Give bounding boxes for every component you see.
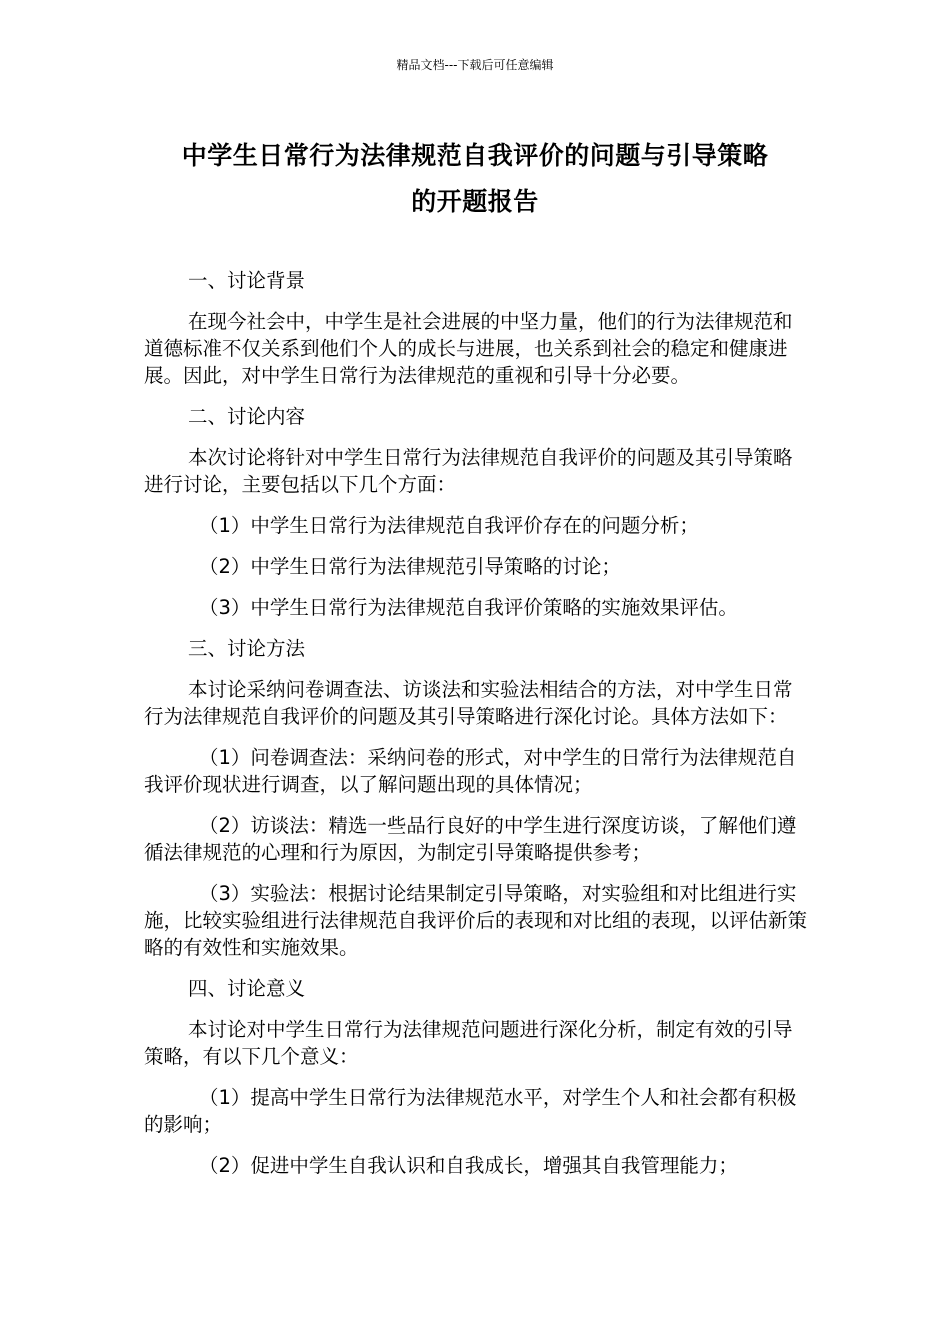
list-item: （2）访谈法：精选一些品行良好的中学生进行深度访谈，了解他们遵循法律规范的心理和行为原因，为制定引导策略提供参考； bbox=[144, 814, 797, 864]
paragraph-background: 在现今社会中，中学生是社会进展的中坚力量，他们的行为法律规范和道德标准不仅关系到他们个人的成长与进展，也关系到社会的稳定和健康进展。因此，对中学生日常行为法律规范的重视和引导十分必要。 bbox=[144, 310, 793, 387]
title-line-2: 的开题报告 bbox=[411, 187, 539, 216]
section-heading-content: 二、讨论内容 bbox=[188, 405, 306, 428]
section-heading-method: 三、讨论方法 bbox=[188, 637, 306, 660]
section-heading-significance: 四、讨论意义 bbox=[188, 977, 306, 1000]
list-item: （1）提高中学生日常行为法律规范水平，对学生个人和社会都有积极的影响； bbox=[144, 1086, 797, 1136]
list-item: （3）中学生日常行为法律规范自我评价策略的实施效果评估。 bbox=[199, 596, 738, 619]
document-body bbox=[144, 267, 808, 1193]
list-item: （1）中学生日常行为法律规范自我评价存在的问题分析； bbox=[199, 514, 699, 537]
list-item: （2）中学生日常行为法律规范引导策略的讨论； bbox=[199, 555, 621, 578]
paragraph-method: 本讨论采纳问卷调查法、访谈法和实验法相结合的方法，对中学生日常行为法律规范自我评价的问题及其引导策略进行深化讨论。具体方法如下： bbox=[144, 678, 793, 728]
title-line-1: 中学生日常行为法律规范自我评价的问题与引导策略 bbox=[181, 141, 769, 170]
paragraph-content: 本次讨论将针对中学生日常行为法律规范自我评价的问题及其引导策略进行讨论，主要包括以下几个方面： bbox=[144, 446, 793, 496]
list-item: （3）实验法：根据讨论结果制定引导策略，对实验组和对比组进行实施，比较实验组进行法律规范自我评价后的表现和对比组的表现，以评估新策略的有效性和实施效果。 bbox=[144, 882, 808, 959]
paragraph-significance: 本讨论对中学生日常行为法律规范问题进行深化分析，制定有效的引导策略，有以下几个意义： bbox=[144, 1018, 793, 1068]
page-header: 精品文档---下载后可任意编辑 bbox=[396, 58, 554, 72]
list-item: （2）促进中学生自我认识和自我成长，增强其自我管理能力； bbox=[199, 1154, 738, 1177]
section-heading-background: 一、讨论背景 bbox=[188, 269, 306, 292]
document-title bbox=[140, 133, 810, 225]
list-item: （1）问卷调查法：采纳问卷的形式，对中学生的日常行为法律规范自我评价现状进行调查，以了解问题出现的具体情况； bbox=[144, 746, 797, 796]
